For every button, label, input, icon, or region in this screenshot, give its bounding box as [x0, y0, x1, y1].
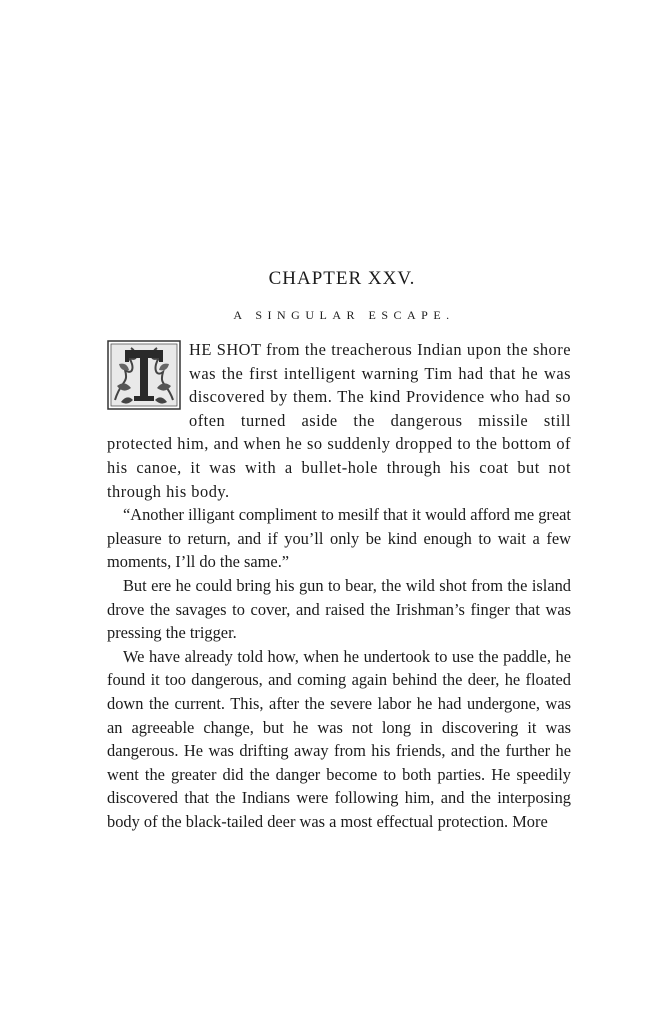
- paragraph-2: “Another illigant compliment to mesilf that it would afford me great pleasure to return, and if you’ll only be kind enough to wait a few moments, I’ll do the same.”: [107, 505, 571, 572]
- chapter-body: [107, 338, 571, 833]
- paragraph-1: [107, 338, 571, 503]
- chapter-title: CHAPTER XXV.: [268, 268, 416, 289]
- paragraph-1-text: HE SHOT from the treacherous Indian upon the shore was the first intelligent warning Tim had that he was discovered by them. The kind Providence who had so often turned aside the dangerous missile still protected him, and when he so suddenly dropped to the bottom of his canoe, it was with a bullet-hole through his coat but not through his body.: [107, 340, 571, 501]
- paragraph-4: We have already told how, when he undertook to use the paddle, he found it too dangerous, and coming again behind the deer, he floated down the current. This, after the severe labor he had undergone, was an agreeable change, but he was not long in discovering it was dangerous. He was drifting away from his friends, and the further he went the greater did the danger become to both parties. He speedily discovered that the Indians were following him, and the interposing body of the black-tailed deer was a most effectual protection. More: [107, 646, 571, 831]
- paragraph-3: But ere he could bring his gun to bear, the wild shot from the island drove the savages to cover, and raised the Irishman’s finger that was pressing the trigger.: [107, 575, 571, 643]
- ornamental-dropcap: [107, 340, 181, 410]
- chapter-subtitle: A SINGULAR ESCAPE.: [233, 308, 455, 322]
